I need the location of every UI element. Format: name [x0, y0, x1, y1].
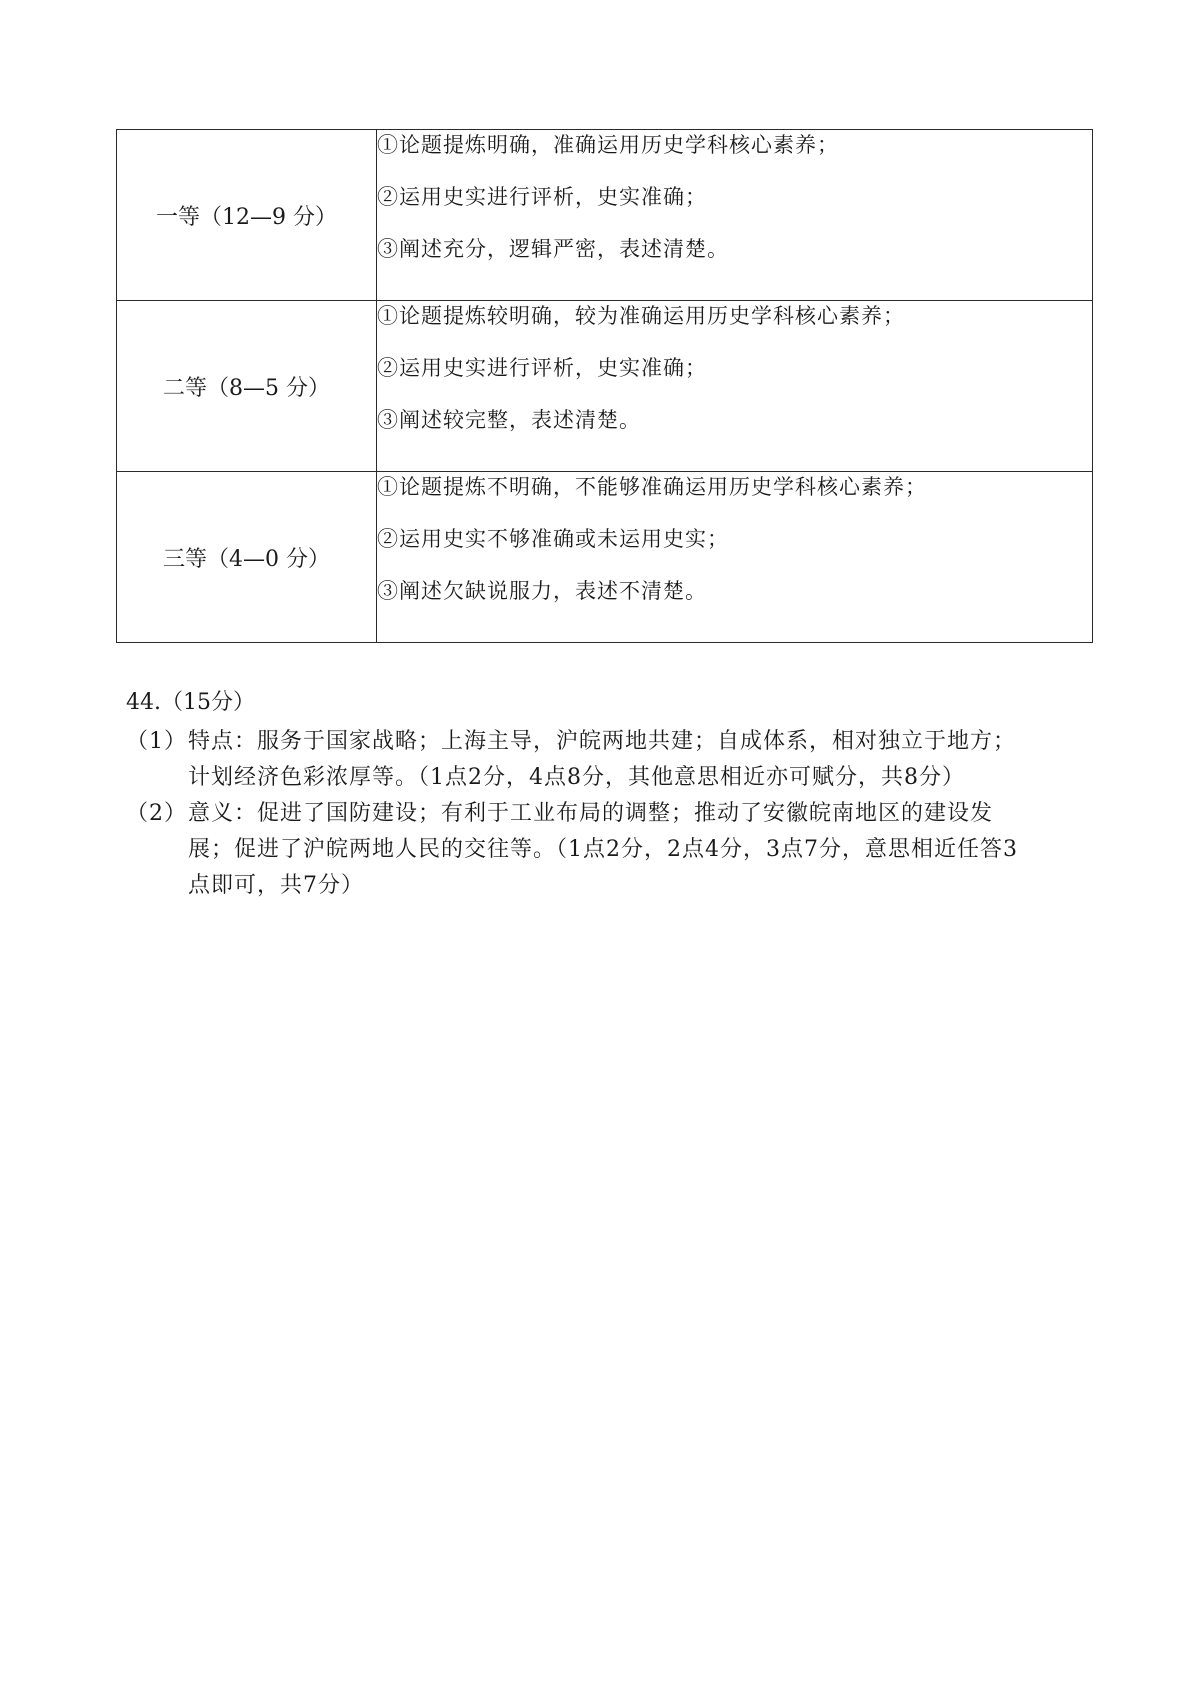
- rubric-row-second-class: [117, 301, 1093, 472]
- criterion-item: ①论题提炼不明确，不能够准确运用历史学科核心素养；: [377, 475, 927, 499]
- criterion-item: ②运用史实进行评析，史实准确；: [377, 356, 707, 380]
- rubric-row-third-class: [117, 472, 1093, 643]
- question-title: 44.（15分）: [126, 690, 255, 715]
- criterion-item: ①论题提炼较明确，较为准确运用历史学科核心素养；: [377, 304, 905, 328]
- criteria-list: [377, 301, 1093, 472]
- criterion-item: ②运用史实进行评析，史实准确；: [377, 185, 707, 209]
- grade-label: 三等（4—0 分）: [117, 472, 377, 643]
- criterion-item: ③阐述欠缺说服力，表述不清楚。: [377, 579, 707, 603]
- question-44-answer: [126, 688, 1086, 904]
- criterion-item: ①论题提炼明确，准确运用历史学科核心素养；: [377, 133, 839, 157]
- criteria-list: [377, 472, 1093, 643]
- answer-item-1: [126, 724, 1086, 796]
- rubric-row-first-class: [117, 130, 1093, 301]
- grading-rubric-table: [116, 129, 1093, 643]
- grade-label: 一等（12—9 分）: [117, 130, 377, 301]
- criterion-item: ③阐述充分，逻辑严密，表述清楚。: [377, 237, 729, 261]
- answer-item-2: [126, 796, 1086, 904]
- answer-line: 特点：服务于国家战略；上海主导，沪皖两地共建；自成体系，相对独立于地方；: [188, 729, 1017, 754]
- criterion-item: ②运用史实不够准确或未运用史实；: [377, 527, 729, 551]
- criteria-list: [377, 130, 1093, 301]
- answer-line: 意义：促进了国防建设；有利于工业布局的调整；推动了安徽皖南地区的建设发: [188, 801, 994, 826]
- answer-line: 展；促进了沪皖两地人民的交往等。（1点2分，2点4分，3点7分，意思相近任答3: [188, 837, 1018, 862]
- item-number: （1）: [126, 729, 187, 754]
- criterion-item: ③阐述较完整，表述清楚。: [377, 408, 641, 432]
- grade-label: 二等（8—5 分）: [117, 301, 377, 472]
- item-number: （2）: [126, 801, 187, 826]
- answer-line: 点即可，共7分）: [188, 873, 364, 898]
- answer-line: 计划经济色彩浓厚等。（1点2分，4点8分，其他意思相近亦可赋分，共8分）: [188, 765, 965, 790]
